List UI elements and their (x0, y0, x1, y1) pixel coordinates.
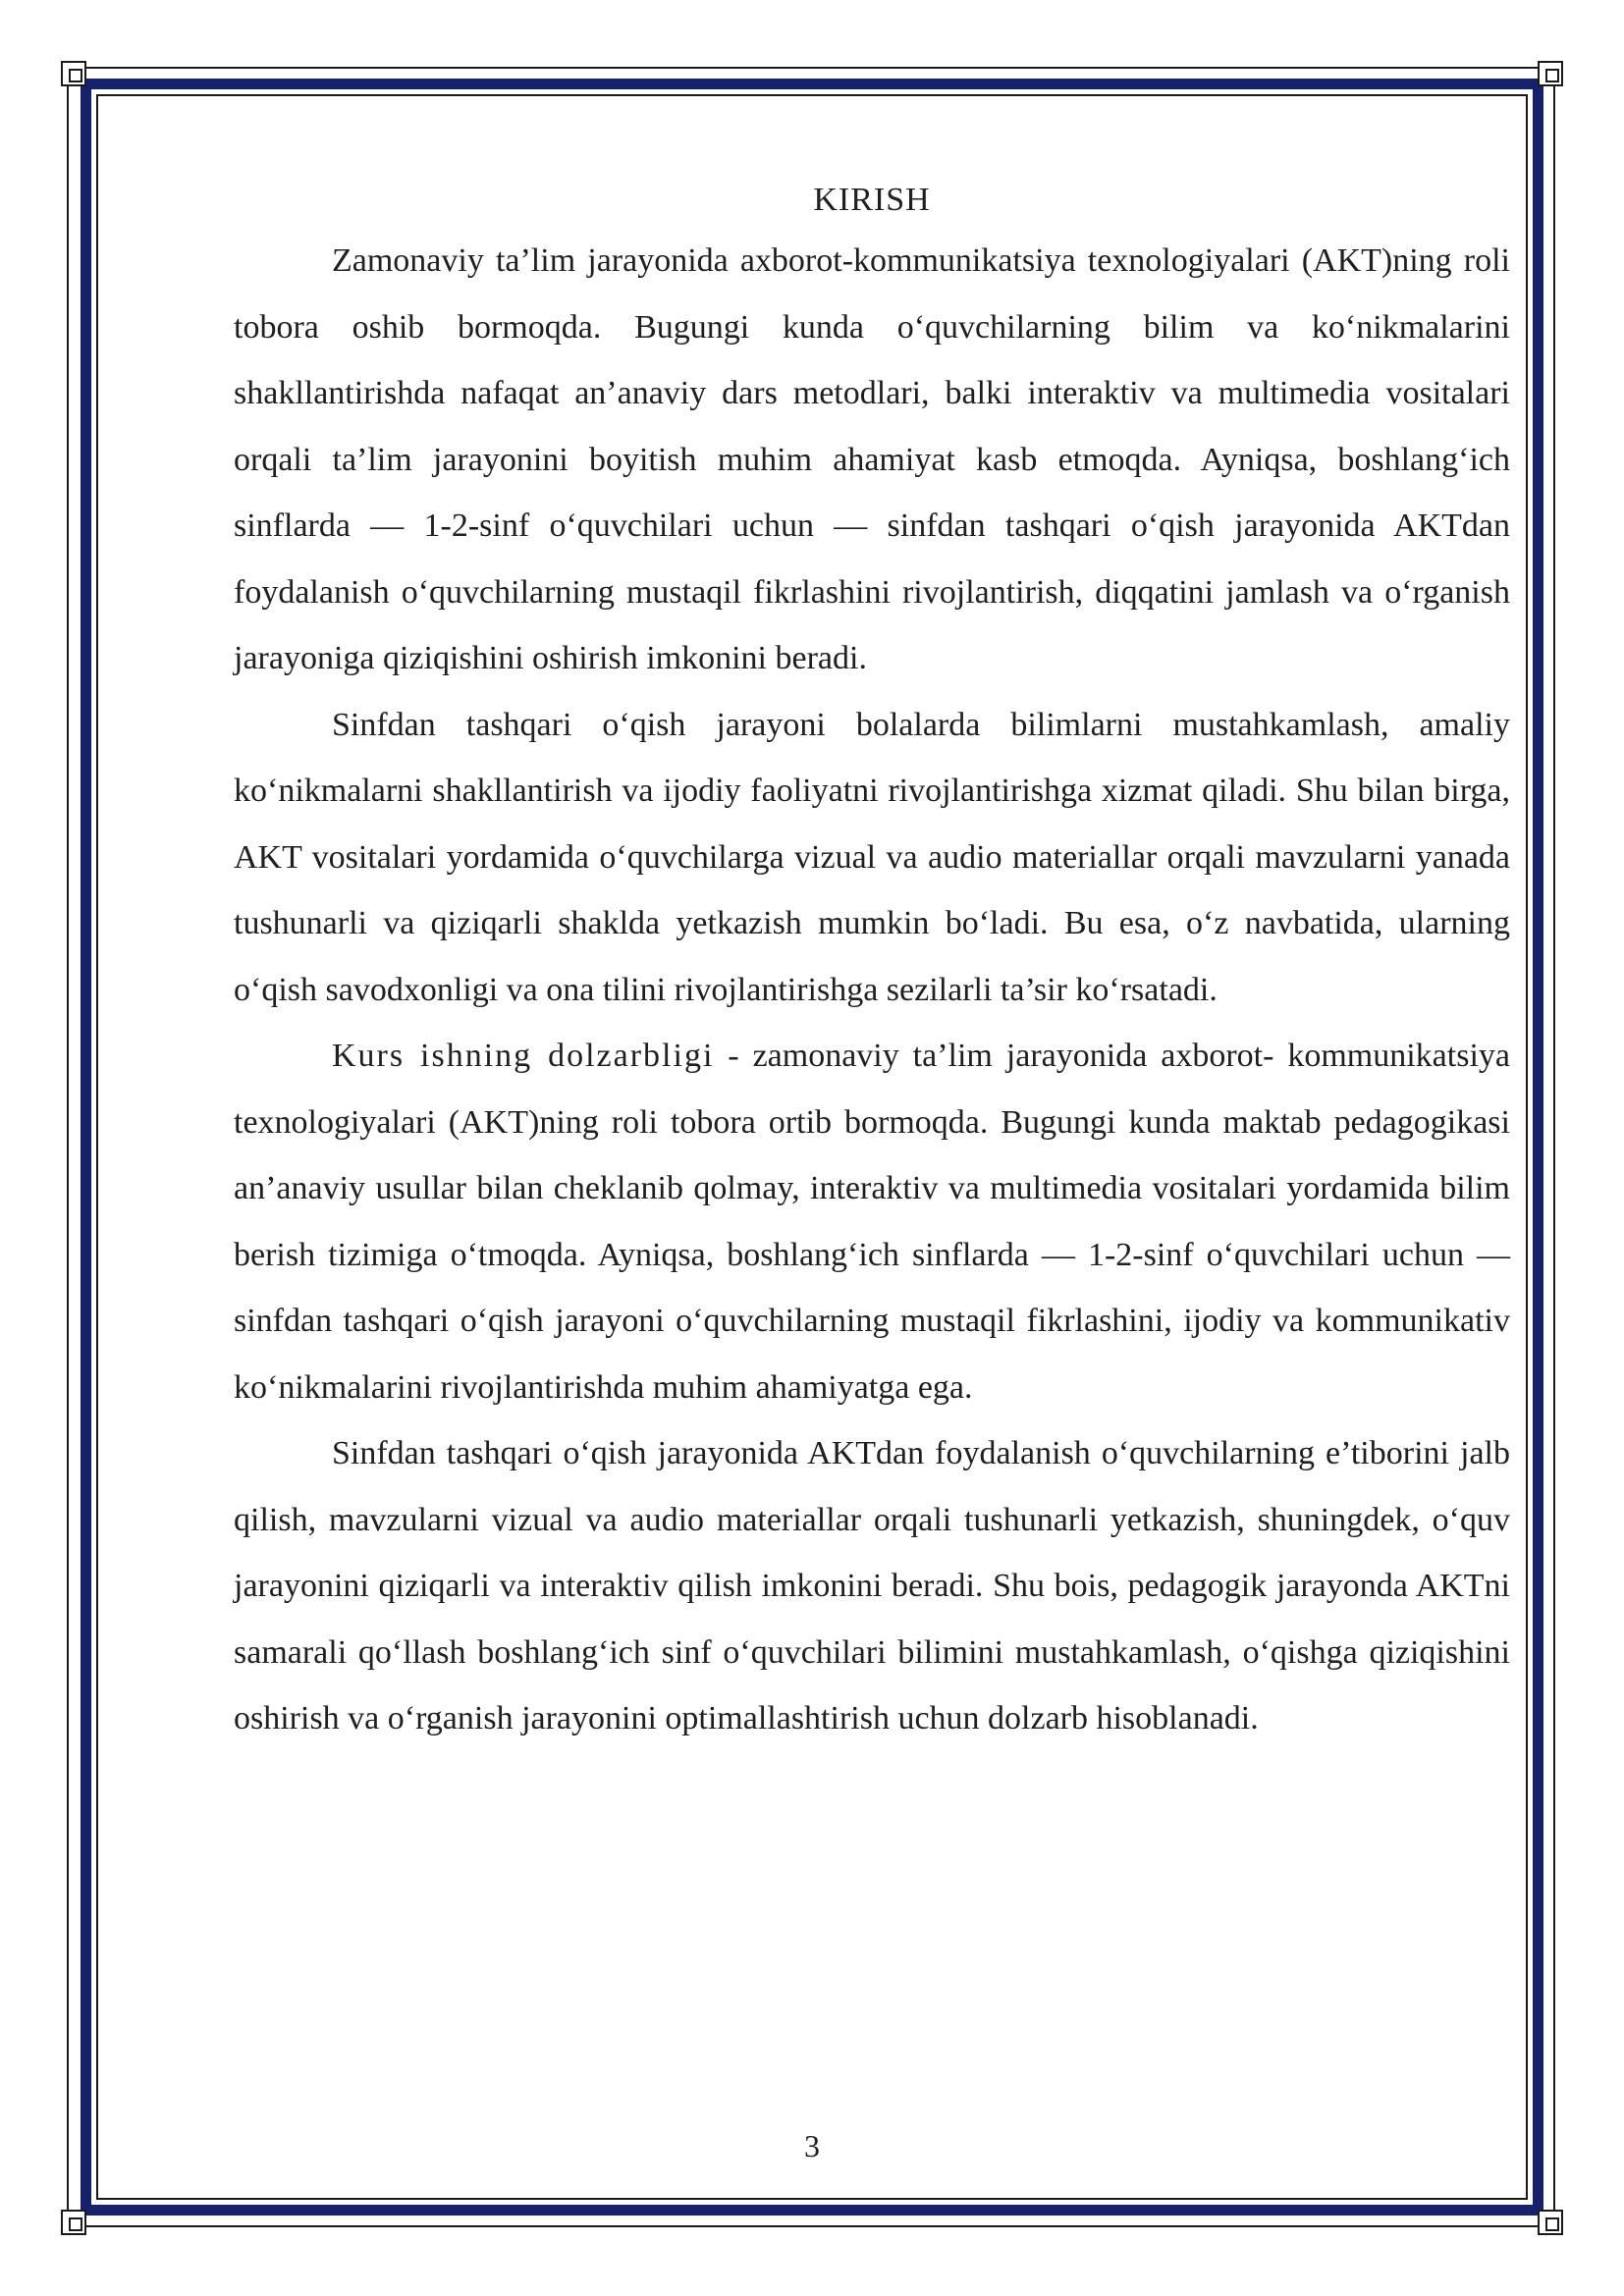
section-title: KIRISH (813, 182, 931, 218)
page-number: 3 (804, 2128, 820, 2163)
frame-corner-ornament (1538, 2210, 1563, 2235)
paragraph-text: kommunikatsiya texnologiyalari (AKT)ning roli tobora ortib bormoqda. Bugungi kunda maktab pedagogikasi an’anaviy usullar bilan cheklanib qolmay, interaktiv va multimedia vositalari yordamida bilim berish tizimiga o‘tmoqda. Ayniqsa, boshlang‘ich sinflarda — 1-2-sinf o‘quvchilari uchun — sinfdan tashqari o‘qish jarayoni o‘quvchilarning mustaqil fikrlashini, ijodiy va kommunikativ ko‘nikmalarini rivojlantirishda muhim ahamiyatga ega. (234, 1038, 1510, 1406)
paragraph (234, 1023, 1510, 1420)
document-body (234, 173, 1510, 1752)
frame-corner-ornament (61, 2210, 86, 2235)
frame-corner-ornament (1538, 61, 1563, 86)
paragraph-lead-continuation: - zamonaviy ta’lim jarayonida axborot- (714, 1038, 1274, 1074)
paragraph: Sinfdan tashqari o‘qish jarayoni bolalarda bilimlarni mustahkamlash, amaliy ko‘nikmalarni shakllantirish va ijodiy faoliyatni rivojlantirishga xizmat qiladi. Shu bilan birga, AKT vositalari yordamida o‘quvchilarga vizual va audio materiallar orqali mavzularni yanada tushunarli va qiziqarli shaklda yetkazish mumkin bo‘ladi. Bu esa, o‘z navbatida, ularning o‘qish savodxonligi va ona tilini rivojlantirishga sezilarli ta’sir ko‘rsatadi. (234, 706, 1510, 1008)
paragraph-lead-phrase: Kurs ishning dolzarbligi (332, 1038, 715, 1074)
paragraph: Sinfdan tashqari o‘qish jarayonida AKTdan foydalanish o‘quvchilarning e’tiborini jalb qilish, mavzularni vizual va audio materiallar orqali tushunarli yetkazish, shuningdek, o‘quv jarayonini qiziqarli va interaktiv qilish imkonini beradi. Shu bois, pedagogik jarayonda AKTni samarali qo‘llash boshlang‘ich sinf o‘quvchilari bilimini mustahkamlash, o‘qishga qiziqishini oshirish va o‘rganish jarayonini optimallashtirish uchun dolzarb hisoblanadi. (234, 1435, 1510, 1736)
frame-corner-ornament (61, 61, 86, 86)
paragraph: Zamonaviy ta’lim jarayonida axborot-kommunikatsiya texnologiyalari (AKT)ning roli tobora oshib bormoqda. Bugungi kunda o‘quvchilarning bilim va ko‘nikmalarini shakllantirishda nafaqat an’anaviy dars metodlari, balki interaktiv va multimedia vositalari orqali ta’lim jarayonini boyitish muhim ahamiyat kasb etmoqda. Ayniqsa, boshlang‘ich sinflarda — 1-2-sinf o‘quvchilari uchun — sinfdan tashqari o‘qish jarayonida AKTdan foydalanish o‘quvchilarning mustaqil fikrlashini rivojlantirish, diqqatini jamlash va o‘rganish jarayoniga qiziqishini oshirish imkonini beradi. (234, 242, 1510, 676)
